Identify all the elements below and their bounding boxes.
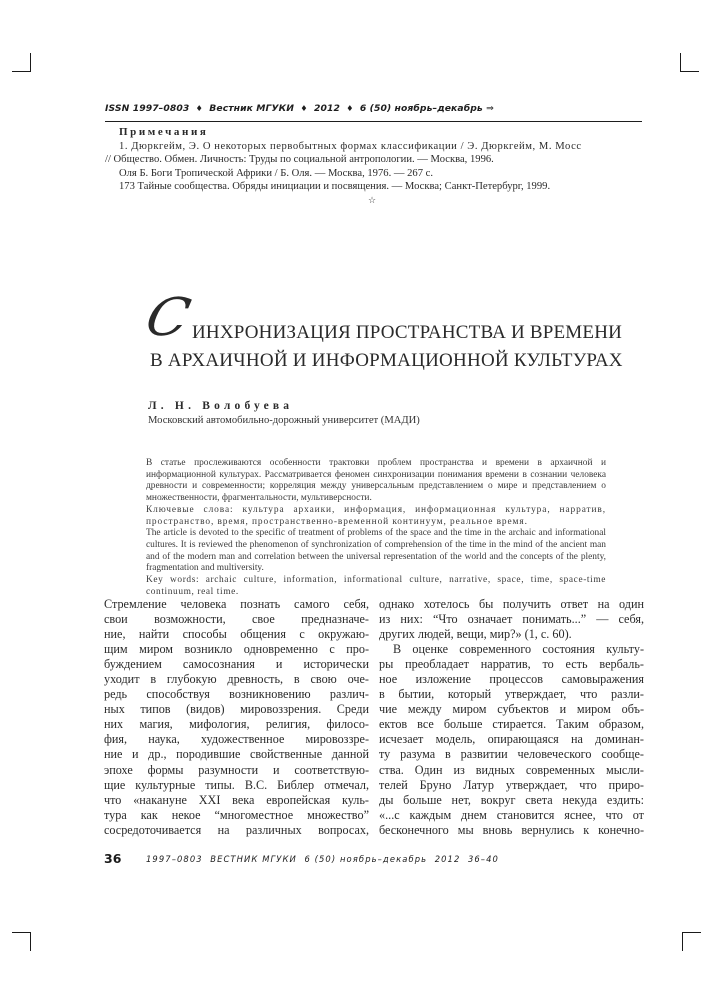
text-line: буждением самосознания и исторически: [104, 657, 369, 672]
text-line: ры преобладает нарратив, то есть вербаль-: [379, 657, 644, 672]
diamond-separator-icon: ♦: [346, 104, 354, 113]
text-line: уходит в глубокую древность, в свою оче-: [104, 672, 369, 687]
journal-year: 2012: [313, 103, 340, 114]
star-divider-icon: ☆: [368, 196, 377, 206]
note-item: 173 Тайные сообщества. Обряды инициации и посвящения. — Москва; Санкт-Петербург, 1999.: [119, 181, 551, 193]
body-column-left: [104, 597, 369, 838]
crop-mark-top-left: [12, 53, 31, 72]
text-line: тура как некое “многоместное множество”: [104, 807, 369, 822]
text-line: свои возможности, свое предназначе-: [104, 612, 369, 627]
issn: ISSN 1997–0803: [105, 103, 190, 114]
text-line: исчезает модель, опирающаяся на доминан-: [379, 732, 644, 747]
author-affiliation: Московский автомобильно-дорожный университет (МАДИ): [148, 415, 420, 426]
text-line: ных типов (видов) мировоззрения. Среди: [104, 702, 369, 717]
text-line: телей Бруно Латур утверждает, что приро-: [379, 777, 644, 792]
text-line: чие между миром субъектов и миром объ-: [379, 702, 644, 717]
text-line: В оценке современного состояния культу-: [393, 642, 644, 657]
text-line: эпохе формы разумности и соответствую-: [104, 762, 369, 777]
right-arrow-icon: ⇒: [486, 103, 494, 114]
abstract: [146, 458, 606, 598]
running-header: [105, 103, 494, 114]
header-rule: [105, 121, 642, 122]
text-line: них магия, мифология, религия, филосо-: [104, 717, 369, 732]
text-line: «...с каждым днем становится яснее, что от: [379, 807, 644, 822]
footer-citation: 1997–0803 ВЕСТНИК МГУКИ 6 (50) ноябрь–декабрь 2012 36–40: [146, 854, 499, 864]
keywords-ru: Ключевые слова: культура архаики, информация, информационная культура, нарратив, пространство, время, пространственно-временной континуум, реальное время.: [146, 504, 606, 527]
abstract-en: The article is devoted to the specific of treatment of problems of the space and the time in the archaic and informational cultures. It is reviewed the phenomenon of synchronization of comprehension of the time in the mind of the ancient man and of the modern man and correlation between the universal representation of the world and the concepts of the plenty, fragmentation and multiversity.: [146, 528, 606, 574]
diamond-separator-icon: ♦: [195, 104, 203, 113]
title-line-2: В АРХАИЧНОЙ И ИНФОРМАЦИОННОЙ КУЛЬТУРАХ: [150, 350, 623, 371]
page-number: 36: [104, 851, 122, 866]
text-line: ное изложение процессов самовыражения: [379, 672, 644, 687]
crop-mark-bottom-left: [12, 932, 31, 951]
text-line: ства. Один из видных современных мысли-: [379, 762, 644, 777]
text-line: сосредоточивается на различных вопросах,: [104, 822, 369, 837]
journal-issue: 6 (50) ноябрь–декабрь: [359, 103, 483, 114]
notes-title: Примечания: [119, 126, 209, 138]
text-line: ние, найти способы общения с окружаю-: [104, 627, 369, 642]
text-line: что «накануне XXI века европейская куль-: [104, 792, 369, 807]
text-line: щие культурные типы. В.С. Библер отмечал,: [104, 777, 369, 792]
body-column-right: [379, 597, 644, 838]
text-line: ды больше нет, вокруг света некуда ездить:: [379, 792, 644, 807]
text-line: ектов все больше стирается. Таким образом,: [379, 717, 644, 732]
article-title: [140, 288, 623, 372]
text-line: ту разума в развитии человеческого сообще-: [379, 747, 644, 762]
note-item: // Общество. Обмен. Личность: Труды по социальной антропологии. — Москва, 1996.: [105, 154, 494, 166]
crop-mark-top-right: [680, 53, 699, 72]
notes-section: [105, 126, 650, 194]
text-line: щим миром возникло одновременно с про-: [104, 642, 369, 657]
keywords-en: Key words: archaic culture, information, informational culture, narrative, space, time, space-time continuum, real time.: [146, 575, 606, 597]
text-line: бесконечного мы вновь вернулись к конечно-: [379, 822, 644, 837]
text-line: из них: “Что означает понимать...” — себя,: [379, 612, 644, 627]
title-drop-cap: С: [140, 288, 196, 348]
text-line: Стремление человека познать самого себя,: [104, 597, 369, 611]
text-line: фия, наука, художественное мировоззре-: [104, 732, 369, 747]
note-item: 1. Дюркгейм, Э. О некоторых первобытных формах классификации / Э. Дюркгейм, М. Мосс: [119, 140, 582, 152]
diamond-separator-icon: ♦: [300, 104, 308, 113]
journal-name: Вестник МГУКИ: [209, 103, 295, 114]
crop-mark-bottom-right: [682, 932, 701, 951]
text-line: редь способствуя возникновению различ-: [104, 687, 369, 702]
abstract-ru: В статье прослеживаются особенности трактовки проблем пространства и времени в архаичной и информационной культурах. Рассматривается феномен синхронизации понимания времени в сознании человека древности и современности; корреляция между универсальным представлением о мире и представлением о множественности, фрагментальности, мультиверсности.: [146, 458, 606, 504]
author-name: Л. Н. Волобуева: [148, 400, 294, 412]
text-line: в бытии, который утверждает, что разли-: [379, 687, 644, 702]
text-line: ние и др., породившие свойственные данной: [104, 747, 369, 762]
title-line-1: ИНХРОНИЗАЦИЯ ПРОСТРАНСТВА И ВРЕМЕНИ: [192, 322, 623, 343]
text-line: других людей, вещи, мир?» (1, с. 60).: [379, 627, 572, 642]
note-item: Оля Б. Боги Тропической Африки / Б. Оля. — Москва, 1976. — 267 с.: [119, 167, 434, 179]
text-line: однако хотелось бы получить ответ на один: [379, 597, 644, 611]
